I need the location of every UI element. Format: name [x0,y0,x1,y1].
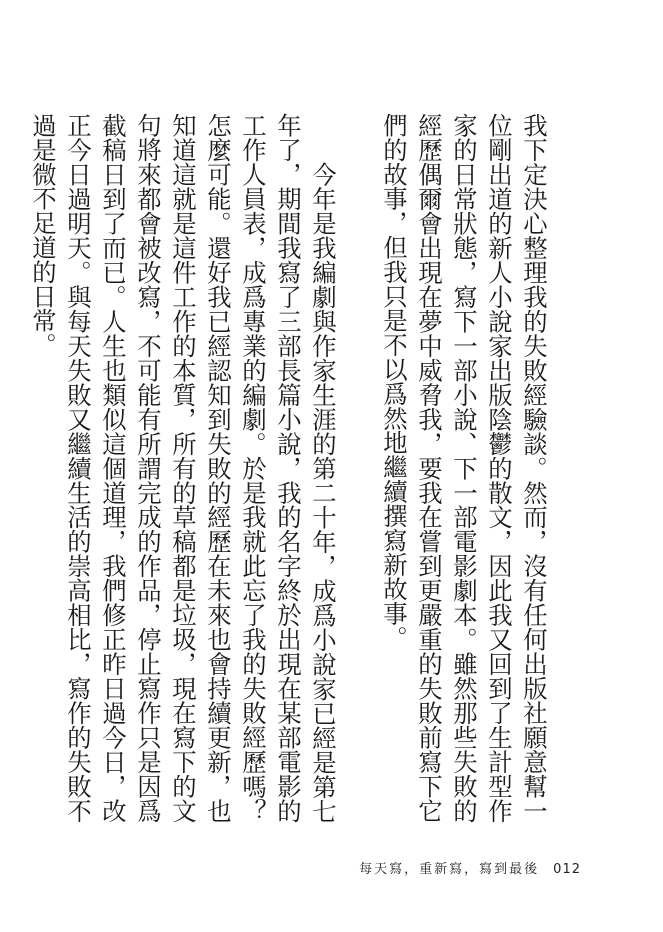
page-footer [359,858,581,877]
paragraph-1: 我下定決心整理我的失敗經驗談。然而，沒有任何出版社願意幫一位剛出道的新人小說家出版陰鬱的散文，因此我又回到了生計型作家的日常狀態，寫下一部小說、下一部電影劇本。雖然那些失敗的經歷偶爾會出現在夢中威脅我，要我在嘗到更嚴重的失敗前寫下它們的故事，但我只是不以爲然地繼續撰寫新故事。 [379,113,548,823]
paragraph-2: 今年是我編劇與作家生涯的第二十年，成爲小說家已經是第七年了，期間我寫了三部長篇小說，我的名字終於出現在某部電影的工作人員表，成爲專業的編劇。於是我就此忘了我的失敗經歷嗎？怎麼可能。還好我已經認知到失敗的經歷在未來也會持續更新，也知道這就是這件工作的本質，所有的草稿都是垃圾，現在寫下的文句將來都會被改寫，不可能有所謂完成的作品，停止寫作只是因爲截稿日到了而已。人生也類似這個道理，我們修正昨日過今日，改正今日過明天。與每天失敗又繼續生活的崇高相比，寫作的失敗不過是微不足道的日常。 [28,113,337,823]
running-title: 每天寫，重新寫，寫到最後 [359,862,540,877]
paragraph-gap [0,113,25,823]
paragraph-gap [340,113,376,823]
body-text [0,113,551,823]
page-number: 012 [553,862,581,877]
